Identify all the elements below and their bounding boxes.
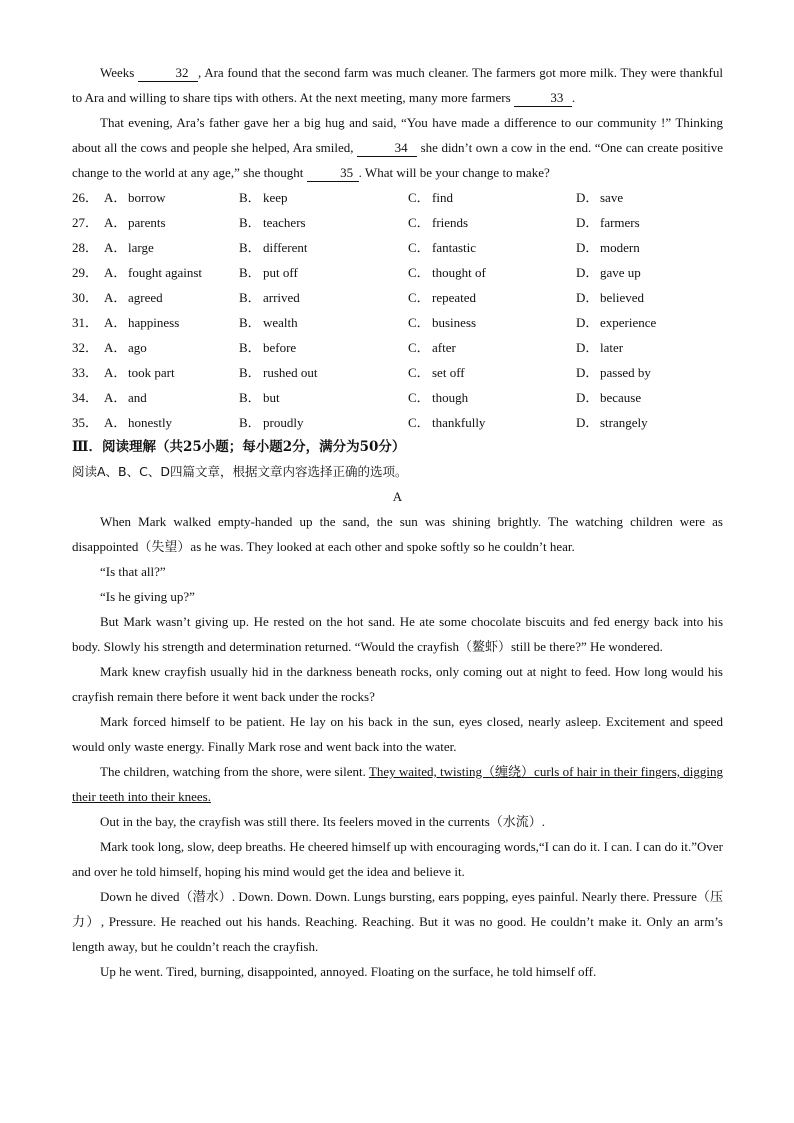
option-c [408, 385, 576, 410]
option-c [408, 360, 576, 385]
question-number: 35． [72, 415, 99, 430]
option-text: set off [432, 365, 465, 380]
option-text: took part [128, 365, 175, 380]
option-text: before [263, 340, 297, 355]
option-text: business [432, 315, 477, 330]
option-text: strangely [600, 415, 648, 430]
option-text: thankfully [432, 415, 486, 430]
option-a [104, 335, 239, 360]
cloze-text: Weeks [100, 65, 138, 80]
option-letter: C． [408, 365, 430, 380]
option-letter: D． [576, 365, 599, 380]
option-text: but [263, 390, 280, 405]
blank-34: 34 [357, 140, 417, 157]
option-text: different [263, 240, 308, 255]
option-letter: C． [408, 290, 430, 305]
option-letter: B． [239, 340, 261, 355]
option-letter: C． [408, 390, 430, 405]
option-letter: C． [408, 315, 430, 330]
option-letter: D． [576, 190, 599, 205]
option-letter: C． [408, 265, 430, 280]
option-text: honestly [128, 415, 173, 430]
option-a [104, 360, 239, 385]
passage-paragraph-9: Mark took long, slow, deep breaths. He cheered himself up with encouraging words,“I can do it. I can. I can do it.”Over and over he told himself, hoping his mind would get the idea and believe it. [72, 839, 723, 879]
option-letter: A． [104, 390, 127, 405]
option-letter: B． [239, 365, 261, 380]
passage-label: A [392, 489, 403, 504]
cloze-paragraph-1 [72, 60, 723, 110]
option-letter: B． [239, 390, 261, 405]
option-b [239, 260, 408, 285]
option-row [72, 285, 723, 310]
option-text: keep [263, 190, 288, 205]
option-c [408, 335, 576, 360]
option-letter: B． [239, 315, 261, 330]
option-b [239, 210, 408, 235]
option-text: large [128, 240, 154, 255]
option-row [72, 310, 723, 335]
option-text: repeated [432, 290, 477, 305]
option-text: friends [432, 215, 469, 230]
option-text: because [600, 390, 642, 405]
option-text: find [432, 190, 453, 205]
option-letter: B． [239, 190, 261, 205]
option-b [239, 410, 408, 435]
option-a [104, 210, 239, 235]
option-b [239, 385, 408, 410]
option-text: farmers [600, 215, 640, 230]
option-letter: A． [104, 215, 127, 230]
cloze-text: . [571, 90, 576, 105]
option-letter: C． [408, 415, 430, 430]
option-letter: B． [239, 240, 261, 255]
cloze-text: . What will be your change to make? [358, 165, 550, 180]
option-letter: C． [408, 240, 430, 255]
question-number: 33． [72, 365, 99, 380]
option-letter: A． [104, 415, 127, 430]
passage-paragraph-2: “Is that all?” [100, 564, 166, 579]
option-row [72, 235, 723, 260]
option-c [408, 310, 576, 335]
option-letter: D． [576, 390, 599, 405]
option-d [576, 260, 641, 285]
option-text: parents [128, 215, 166, 230]
option-text: modern [600, 240, 640, 255]
option-row [72, 410, 723, 435]
question-number: 29． [72, 265, 99, 280]
option-c [408, 285, 576, 310]
option-letter: A． [104, 290, 127, 305]
option-letter: B． [239, 265, 261, 280]
passage-paragraph-11: Up he went. Tired, burning, disappointed, annoyed. Floating on the surface, he told himself off. [100, 964, 597, 979]
option-row [72, 385, 723, 410]
question-number: 26． [72, 190, 99, 205]
option-d [576, 335, 623, 360]
option-letter: B． [239, 415, 261, 430]
question-number: 32． [72, 340, 99, 355]
passage-paragraph-3: “Is he giving up?” [100, 589, 195, 604]
option-text: and [128, 390, 147, 405]
option-letter: D． [576, 315, 599, 330]
option-c [408, 410, 576, 435]
option-letter: A． [104, 265, 127, 280]
section-heading: Ⅲ．阅读理解（共25小题；每小题2分，满分为50分） [72, 439, 406, 455]
option-b [239, 285, 408, 310]
option-text: wealth [263, 315, 298, 330]
option-letter: C． [408, 190, 430, 205]
option-b [239, 360, 408, 385]
option-d [576, 210, 640, 235]
option-c [408, 185, 576, 210]
option-text: though [432, 390, 469, 405]
option-a [104, 185, 239, 210]
option-a [104, 410, 239, 435]
option-text: passed by [600, 365, 651, 380]
option-b [239, 335, 408, 360]
option-d [576, 385, 641, 410]
option-a [104, 235, 239, 260]
option-b [239, 310, 408, 335]
option-text: later [600, 340, 624, 355]
passage-paragraph-4: But Mark wasn’t giving up. He rested on the hot sand. He ate some chocolate biscuits and fed energy back into his body. Slowly his strength and determination returned. “Would the crayfish（鳌虾）still be there?” He wondered. [72, 614, 723, 654]
option-text: save [600, 190, 624, 205]
passage-text: The children, watching from the shore, were silent. [100, 764, 369, 779]
option-row [72, 360, 723, 385]
section-instruction: 阅读A、B、C、D四篇文章，根据文章内容选择正确的选项。 [72, 464, 408, 479]
option-letter: C． [408, 340, 430, 355]
option-c [408, 235, 576, 260]
option-letter: A． [104, 340, 127, 355]
blank-35: 35 [307, 165, 359, 182]
option-letter: B． [239, 290, 261, 305]
option-row [72, 185, 723, 210]
option-row [72, 260, 723, 285]
option-letter: D． [576, 290, 599, 305]
option-a [104, 285, 239, 310]
options-list [72, 185, 723, 435]
passage-paragraph-8: Out in the bay, the crayfish was still there. Its feelers moved in the currents（水流）. [100, 814, 546, 829]
option-text: borrow [128, 190, 166, 205]
passage-paragraph-7 [72, 759, 723, 809]
option-a [104, 260, 239, 285]
blank-33: 33 [514, 90, 572, 107]
option-text: fought against [128, 265, 203, 280]
question-number: 34． [72, 390, 99, 405]
option-text: teachers [263, 215, 306, 230]
option-text: thought of [432, 265, 486, 280]
option-a [104, 385, 239, 410]
option-a [104, 310, 239, 335]
option-text: experience [600, 315, 657, 330]
option-letter: A． [104, 240, 127, 255]
passage-paragraph-6: Mark forced himself to be patient. He lay on his back in the sun, eyes closed, nearly asleep. Excitement and speed would only waste energy. Finally Mark rose and went back into the water. [72, 714, 723, 754]
cloze-text: That evening, Ara’s father gave her a big hug and said, “You have made a difference to our community !” Thinking about all the cows and people she helped, Ara smiled, [72, 115, 723, 155]
option-letter: D． [576, 340, 599, 355]
option-b [239, 185, 408, 210]
option-text: agreed [128, 290, 163, 305]
option-text: happiness [128, 315, 180, 330]
option-letter: B． [239, 215, 261, 230]
option-row [72, 335, 723, 360]
option-letter: D． [576, 415, 599, 430]
cloze-paragraph-2 [72, 110, 723, 185]
option-d [576, 235, 640, 260]
blank-32: 32 [138, 65, 198, 82]
underlined-sentence: They waited, twisting（缠绕）curls of hair in their fingers, digging their teeth into their knees. [72, 764, 724, 804]
option-d [576, 360, 651, 385]
passage-paragraph-5: Mark knew crayfish usually hid in the darkness beneath rocks, only coming out at night to feed. How long would his crayfish remain there before it went back under the rocks? [72, 664, 723, 704]
option-text: gave up [600, 265, 641, 280]
option-d [576, 310, 656, 335]
question-number: 31． [72, 315, 99, 330]
option-text: believed [600, 290, 645, 305]
option-text: put off [263, 265, 298, 280]
option-text: ago [128, 340, 147, 355]
option-text: rushed out [263, 365, 318, 380]
cloze-text: , Ara found that the second farm was much cleaner. The farmers got more milk. They were thankful to Ara and willing to share tips with others. At the next meeting, many more farmers [72, 65, 724, 105]
passage-paragraph-1: When Mark walked empty-handed up the sand, the sun was shining brightly. The watching children were as disappointed（失望）as he was. They looked at each other and spoke softly so he couldn’t hear. [72, 514, 723, 554]
question-number: 28． [72, 240, 99, 255]
option-letter: D． [576, 240, 599, 255]
option-letter: D． [576, 265, 599, 280]
option-letter: A． [104, 365, 127, 380]
option-d [576, 185, 623, 210]
option-text: proudly [263, 415, 304, 430]
option-c [408, 260, 576, 285]
option-d [576, 285, 644, 310]
cloze-text: she didn’t own a cow in the end. “One can create positive change to the world at any age,” she thought [72, 140, 723, 180]
option-row [72, 210, 723, 235]
option-letter: A． [104, 315, 127, 330]
option-letter: D． [576, 215, 599, 230]
question-number: 27． [72, 215, 99, 230]
option-letter: A． [104, 190, 127, 205]
option-b [239, 235, 408, 260]
question-number: 30． [72, 290, 99, 305]
option-text: arrived [263, 290, 300, 305]
option-text: fantastic [432, 240, 477, 255]
passage-paragraph-10: Down he dived（潜水）. Down. Down. Down. Lungs bursting, ears popping, eyes painful. Nearly there. Pressure（压力）, Pressure. He reached out his hands. Reaching. Reaching. But it was no good. He couldn’t make it. Only an arm’s length away, but he couldn’t reach the crayfish. [72, 889, 723, 954]
option-letter: C． [408, 215, 430, 230]
option-text: after [432, 340, 456, 355]
exam-page [72, 60, 723, 984]
option-d [576, 410, 648, 435]
option-c [408, 210, 576, 235]
